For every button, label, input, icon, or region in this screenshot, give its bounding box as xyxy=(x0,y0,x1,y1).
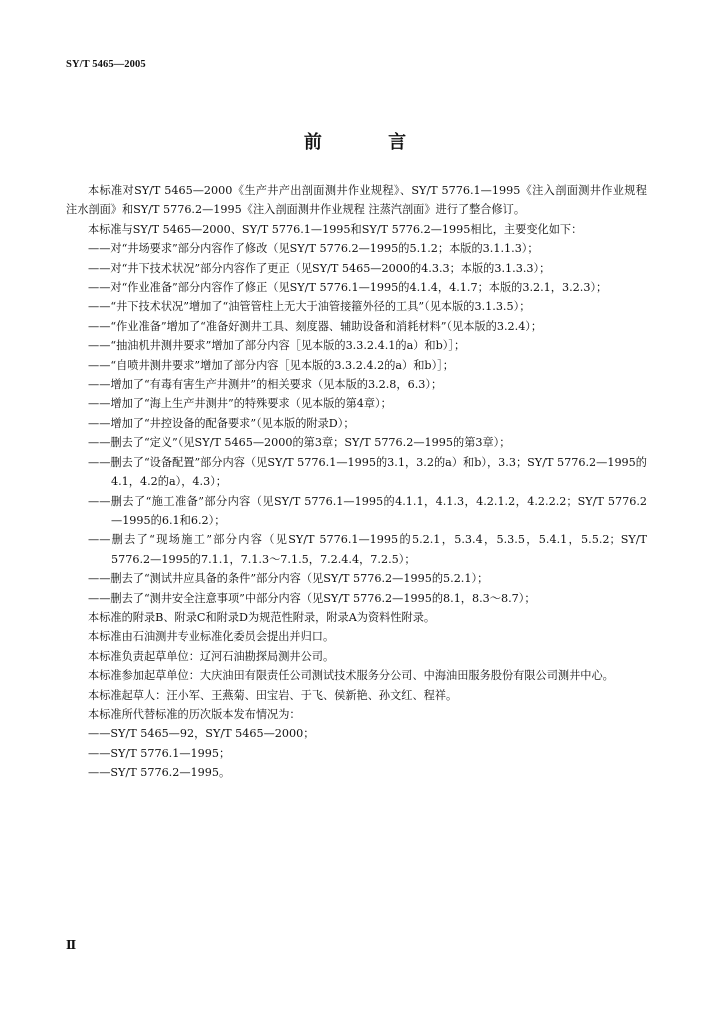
paragraph: ——SY/T 5776.1—1995； xyxy=(88,746,231,760)
paragraph: ——增加了“有毒有害生产井测井”的相关要求（见本版的3.2.8，6.3）； xyxy=(88,378,443,392)
paragraph: 本标准对SY/T 5465—2000《生产井产出剖面测井作业规程》、SY/T 5776.1—1995《注入剖面测井作业规程 注水剖面》和SY/T 5776.2—1995《注入剖面测井作业规程 注蒸汽剖面》进行了整合修订。 xyxy=(66,184,647,217)
standard-number: SY/T 5465—2005 xyxy=(66,59,146,70)
paragraph: ——删去了“测井安全注意事项”中部分内容（见SY/T 5776.2—1995的8.1，8.3～8.7）； xyxy=(88,591,536,605)
paragraph: ——“抽油机井测井要求”增加了部分内容［见本版的3.3.2.4.1的a）和b）］； xyxy=(88,339,466,353)
paragraph: 本标准负责起草单位：辽河石油勘探局测井公司。 xyxy=(88,649,335,663)
paragraph: 本标准起草人：汪小军、王燕菊、田宝岩、于飞、侯新艳、孙文红、程祥。 xyxy=(88,688,458,702)
paragraph: ——删去了“测试井应具备的条件”部分内容（见SY/T 5776.2—1995的5.2.1）； xyxy=(88,572,489,586)
paragraph: ——删去了“施工准备”部分内容（见SY/T 5776.1—1995的4.1.1，4.1.3，4.2.1.2，4.2.2.2；SY/T 5776.2—1995的6.1和6.2）； xyxy=(88,494,647,527)
paragraph: ——对“作业准备”部分内容作了修正（见SY/T 5776.1—1995的4.1.4，4.1.7；本版的3.2.1，3.2.3）； xyxy=(88,281,608,295)
paragraph: 本标准的附录B、附录C和附录D为规范性附录，附录A为资料性附录。 xyxy=(88,610,436,624)
paragraph: ——对“井下技术状况”部分内容作了更正（见SY/T 5465—2000的4.3.3；本版的3.1.3.3）； xyxy=(88,261,551,275)
paragraph: ——增加了“海上生产井测井”的特殊要求（见本版的第4章）； xyxy=(88,397,392,411)
paragraph: ——删去了“设备配置”部分内容（见SY/T 5776.1—1995的3.1，3.2的a）和b），3.3；SY/T 5776.2—1995的4.1，4.2的a），4.3）； xyxy=(88,455,647,489)
paragraph: 本标准参加起草单位：大庆油田有限责任公司测试技术服务分公司、中海油田服务股份有限公司测井中心。 xyxy=(88,669,614,683)
foreword-body xyxy=(66,181,647,783)
paragraph: ——SY/T 5776.2—1995。 xyxy=(88,766,231,780)
paragraph: ——删去了“定义”（见SY/T 5465—2000的第3章；SY/T 5776.2—1995的第3章）； xyxy=(88,436,511,450)
paragraph: ——SY/T 5465—92，SY/T 5465—2000； xyxy=(88,727,315,741)
paragraph: ——删去了“现场施工”部分内容（见SY/T 5776.1—1995的5.2.1，5.3.4，5.3.5，5.4.1，5.5.2；SY/T 5776.2—1995的7.1.1，7.1.3～7.1.5，7.2.4.4，7.2.5）； xyxy=(88,533,647,566)
paragraph: 本标准由石油测井专业标准化委员会提出并归口。 xyxy=(88,630,335,644)
paragraph: ——“自喷井测井要求”增加了部分内容［见本版的3.3.2.4.2的a）和b）］； xyxy=(88,358,454,372)
paragraph: ——对“井场要求”部分内容作了修改（见SY/T 5776.2—1995的5.1.2；本版的3.1.1.3）； xyxy=(88,242,539,256)
paragraph: 本标准所代替标准的历次版本发布情况为： xyxy=(88,707,301,721)
paragraph: ——“井下技术状况”增加了“油管管柱上无大于油管接箍外径的工具”（见本版的3.1.3.5）； xyxy=(88,300,531,314)
page-title: 前 言 xyxy=(303,132,437,153)
paragraph: 本标准与SY/T 5465—2000、SY/T 5776.1—1995和SY/T 5776.2—1995相比，主要变化如下： xyxy=(88,222,583,236)
page-number: Ⅱ xyxy=(66,938,77,952)
paragraph: ——增加了“井控设备的配备要求”（见本版的附录D）； xyxy=(88,416,355,430)
paragraph: ——“作业准备”增加了“准备好测井工具、刻度器、辅助设备和消耗材料”（见本版的3.2.4）； xyxy=(88,319,543,333)
